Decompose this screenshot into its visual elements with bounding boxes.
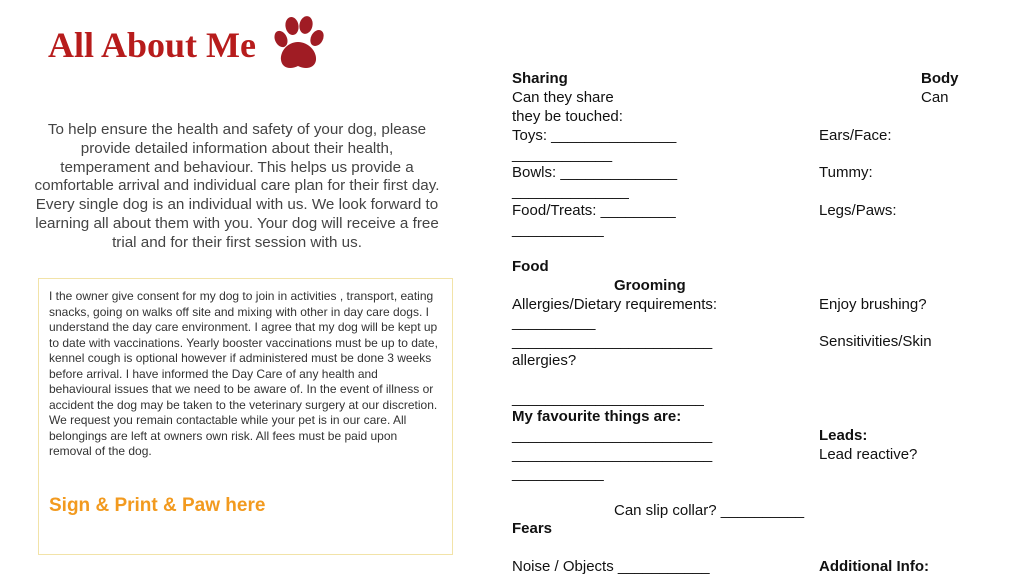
- share-question: Can they share: [512, 89, 614, 106]
- toys-field-continuation[interactable]: ____________: [512, 146, 613, 163]
- sharing-heading: Sharing: [512, 70, 568, 87]
- bowls-field-continuation[interactable]: ______________: [512, 183, 629, 200]
- toys-field[interactable]: Toys: _______________: [512, 127, 677, 144]
- sign-print-paw-label[interactable]: Sign & Print & Paw here: [49, 495, 266, 516]
- slip-collar-field[interactable]: Can slip collar? __________: [614, 502, 805, 519]
- paw-print-icon: [271, 14, 325, 72]
- consent-box: [38, 278, 453, 555]
- food-treats-field-continuation[interactable]: ___________: [512, 221, 604, 238]
- paw-print-shape: [272, 15, 325, 68]
- intro-paragraph: To help ensure the health and safety of your dog, please provide detailed information about their health, temperament and behaviour. This helps us provide a comfortable arrival and individual care plan for their first day. Every single dog is an individual with us. We look forward to learning all about them with you. Your dog will receive a free trial and for their first session with us.: [34, 121, 440, 251]
- additional-info-heading: Additional Info:: [819, 558, 929, 575]
- allergies-label: Allergies/Dietary requirements:: [512, 296, 718, 313]
- legs-paws-label: Legs/Paws:: [819, 202, 897, 219]
- tummy-label: Tummy:: [819, 164, 873, 181]
- favourite-things-heading: My favourite things are:: [512, 408, 682, 425]
- leads-heading: Leads:: [819, 427, 868, 444]
- allergies-line-1[interactable]: __________: [512, 314, 596, 331]
- ears-face-label: Ears/Face:: [819, 127, 892, 144]
- consent-text: I the owner give consent for my dog to join in activities , transport, eating snacks, going on walks off site and mixing with other in day care dogs. I understand the day care environment. I agree that my dog will be kept up to date with vaccinations. Yearly booster vaccinations must be up to date, kennel cough is optional however if administered must be done 3 weeks before arrival. I have informed the Day Care of any health and behavioural issues that we need to be aware of. In the event of illness or accident the dog may be taken to the veterinary surgery at our discretion. We request you remain contactable while your pet is in our care. All belongings are left at owners own risk. All fees must be paid upon removal of the dog.: [49, 289, 438, 458]
- enjoy-brushing-label: Enjoy brushing?: [819, 296, 927, 313]
- allergies-line-2[interactable]: ________________________: [512, 333, 713, 350]
- sensitivities-label: Sensitivities/Skin: [819, 333, 932, 350]
- page-title: All About Me: [48, 25, 257, 65]
- bowls-field[interactable]: Bowls: ______________: [512, 164, 678, 181]
- food-heading: Food: [512, 258, 549, 275]
- grooming-line[interactable]: _______________________: [512, 390, 704, 407]
- grooming-heading: Grooming: [614, 277, 686, 294]
- favourite-line-1[interactable]: ________________________: [512, 427, 713, 444]
- favourite-line-3[interactable]: ___________: [512, 465, 604, 482]
- body-can-label: Can: [921, 89, 949, 106]
- favourite-line-2[interactable]: ________________________: [512, 446, 713, 463]
- noise-objects-field[interactable]: Noise / Objects ___________: [512, 558, 710, 575]
- food-treats-field[interactable]: Food/Treats: _________: [512, 202, 676, 219]
- body-heading: Body: [921, 70, 959, 87]
- touch-question: they be touched:: [512, 108, 623, 125]
- skin-allergies-label: allergies?: [512, 352, 577, 369]
- fears-heading: Fears: [512, 520, 553, 537]
- lead-reactive-label: Lead reactive?: [819, 446, 918, 463]
